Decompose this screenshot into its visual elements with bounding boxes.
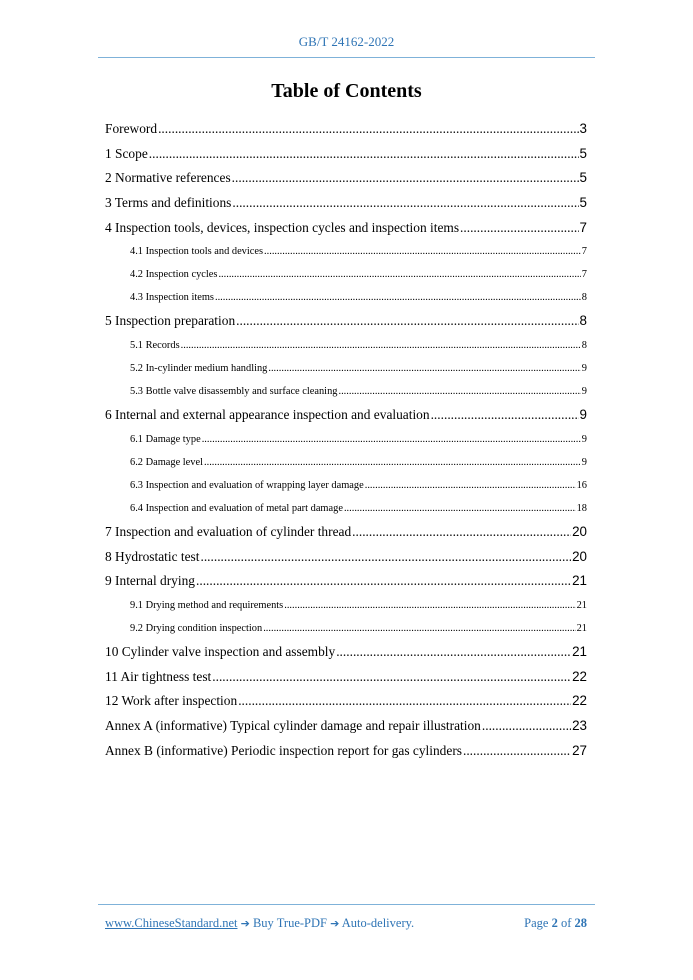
toc-entry-label: 7 Inspection and evaluation of cylinder thread bbox=[105, 523, 352, 539]
toc-subentry[interactable] bbox=[105, 451, 587, 474]
footer-promo bbox=[105, 916, 414, 931]
toc-entry-label: 9 Internal drying bbox=[105, 573, 195, 589]
dot-leader bbox=[344, 497, 576, 520]
toc-entry-page: 9 bbox=[581, 456, 587, 468]
toc-entry-page: 21 bbox=[576, 622, 587, 634]
toc-entry-label: 4.2 Inspection cycles bbox=[130, 269, 218, 281]
dot-leader bbox=[232, 191, 578, 216]
dot-leader bbox=[284, 594, 575, 617]
page-title: Table of Contents bbox=[271, 80, 422, 102]
toc-entry[interactable] bbox=[105, 739, 587, 764]
toc-entry-label: 6.4 Inspection and evaluation of metal part damage bbox=[130, 502, 343, 514]
dot-leader bbox=[431, 403, 579, 428]
toc-entry-label: Foreword bbox=[105, 121, 158, 136]
toc-entry-page: 21 bbox=[576, 599, 587, 611]
toc-subentry[interactable] bbox=[105, 380, 587, 403]
toc-entry-label: 5.1 Records bbox=[130, 340, 180, 352]
toc-entry-label: 9.2 Drying condition inspection bbox=[130, 622, 263, 634]
toc-entry-page: 7 bbox=[579, 219, 587, 235]
toc-subentry[interactable] bbox=[105, 497, 587, 520]
toc-entry-label: 4.3 Inspection items bbox=[130, 292, 214, 304]
toc-entry[interactable] bbox=[105, 309, 587, 334]
toc-entry-label: 4.1 Inspection tools and devices bbox=[130, 246, 264, 258]
toc-entry[interactable] bbox=[105, 117, 587, 142]
toc-entry[interactable] bbox=[105, 166, 587, 191]
toc-entry-label: 11 Air tightness test bbox=[105, 668, 212, 684]
of-word: of bbox=[560, 916, 572, 930]
toc-subentry[interactable] bbox=[105, 240, 587, 263]
toc-entry[interactable] bbox=[105, 191, 587, 216]
dot-leader bbox=[200, 545, 571, 570]
arrow-right-icon: ➔ bbox=[240, 917, 250, 930]
dot-leader bbox=[460, 216, 579, 241]
buy-pdf-text: Buy True-PDF bbox=[252, 916, 327, 930]
document-code: GB/T 24162-2022 bbox=[298, 34, 395, 49]
toc-entry[interactable] bbox=[105, 545, 587, 570]
toc-entry-page: 20 bbox=[572, 523, 587, 539]
auto-delivery-text: Auto-delivery. bbox=[341, 916, 415, 930]
toc-entry-label: 8 Hydrostatic test bbox=[105, 548, 200, 564]
toc-entry-label: 10 Cylinder valve inspection and assembly bbox=[105, 643, 336, 659]
toc-entry-label: 1 Scope bbox=[105, 145, 148, 161]
dot-leader bbox=[215, 286, 581, 309]
toc-entry-label: 2 Normative references bbox=[105, 170, 231, 186]
toc-subentry[interactable] bbox=[105, 334, 587, 357]
toc-entry-label: 6.3 Inspection and evaluation of wrapping layer damage bbox=[130, 479, 364, 491]
dot-leader bbox=[218, 263, 580, 286]
toc-entry-page: 21 bbox=[572, 643, 587, 659]
page-word: Page bbox=[524, 916, 549, 930]
toc-entry-page: 8 bbox=[579, 313, 587, 329]
dot-leader bbox=[158, 117, 578, 142]
toc-entry-page: 9 bbox=[581, 386, 587, 398]
toc-entry-label: 6 Internal and external appearance inspection and evaluation bbox=[105, 407, 430, 423]
toc-entry-page: 9 bbox=[581, 363, 587, 375]
toc-entry-page: 18 bbox=[576, 502, 587, 514]
toc-entry-page: 27 bbox=[572, 742, 587, 758]
toc-entry[interactable] bbox=[105, 403, 587, 428]
toc-entry-label: 12 Work after inspection bbox=[105, 693, 238, 709]
page-total: 28 bbox=[574, 916, 587, 930]
toc-entry[interactable] bbox=[105, 520, 587, 545]
dot-leader bbox=[338, 380, 580, 403]
toc-subentry[interactable] bbox=[105, 428, 587, 451]
dot-leader bbox=[232, 166, 579, 191]
page-indicator bbox=[524, 916, 587, 931]
toc-entry-label: 4 Inspection tools, devices, inspection cycles and inspection items bbox=[105, 219, 460, 235]
dot-leader bbox=[463, 739, 571, 764]
toc-entry-page: 9 bbox=[581, 433, 587, 445]
dot-leader bbox=[204, 451, 581, 474]
dot-leader bbox=[236, 309, 578, 334]
dot-leader bbox=[268, 357, 580, 380]
toc-entry-page: 20 bbox=[572, 548, 587, 564]
toc-entry-label: 5.3 Bottle valve disassembly and surface cleaning bbox=[130, 386, 338, 398]
dot-leader bbox=[365, 474, 576, 497]
toc-entry-page: 9 bbox=[579, 407, 587, 423]
footer-divider bbox=[98, 904, 595, 905]
toc-subentry[interactable] bbox=[105, 617, 587, 640]
site-link[interactable]: www.ChineseStandard.net bbox=[105, 916, 238, 930]
toc-subentry[interactable] bbox=[105, 286, 587, 309]
toc-entry[interactable] bbox=[105, 569, 587, 594]
toc-entry-page: 21 bbox=[572, 573, 587, 589]
toc-entry-page: 23 bbox=[572, 717, 587, 733]
toc-entry-page: 16 bbox=[576, 479, 587, 491]
toc-entry-page: 5 bbox=[579, 195, 587, 211]
toc-subentry[interactable] bbox=[105, 474, 587, 497]
dot-leader bbox=[238, 689, 571, 714]
dot-leader bbox=[212, 665, 571, 690]
dot-leader bbox=[263, 617, 575, 640]
toc-entry-page: 7 bbox=[581, 269, 587, 281]
toc-entry-page: 3 bbox=[579, 121, 587, 136]
toc-subentry[interactable] bbox=[105, 594, 587, 617]
toc-entry[interactable] bbox=[105, 689, 587, 714]
header-divider bbox=[98, 57, 595, 58]
toc-entry-label: 6.2 Damage level bbox=[130, 456, 203, 468]
toc-subentry[interactable] bbox=[105, 357, 587, 380]
toc-entry[interactable] bbox=[105, 640, 587, 665]
page-footer bbox=[105, 916, 587, 931]
toc-entry-label: 3 Terms and definitions bbox=[105, 195, 232, 211]
toc-entry-label: 6.1 Damage type bbox=[130, 433, 201, 445]
toc-subentry[interactable] bbox=[105, 263, 587, 286]
toc-entry-page: 5 bbox=[579, 170, 587, 186]
toc-entry-label: Annex B (informative) Periodic inspection report for gas cylinders bbox=[105, 742, 462, 758]
toc-entry[interactable] bbox=[105, 216, 587, 241]
toc-entry-page: 7 bbox=[581, 246, 587, 258]
toc-entry-page: 22 bbox=[572, 693, 587, 709]
toc-entry-page: 22 bbox=[572, 668, 587, 684]
toc-entry-page: 5 bbox=[579, 145, 587, 161]
toc-entry-label: 9.1 Drying method and requirements bbox=[130, 599, 284, 611]
dot-leader bbox=[352, 520, 571, 545]
toc-entry-label: 5 Inspection preparation bbox=[105, 313, 236, 329]
dot-leader bbox=[336, 640, 571, 665]
toc-entry-page: 8 bbox=[581, 340, 587, 352]
toc-entry[interactable] bbox=[105, 142, 587, 167]
arrow-right-icon: ➔ bbox=[330, 917, 340, 930]
page-current: 2 bbox=[551, 916, 558, 930]
toc-entry-label: Annex A (informative) Typical cylinder damage and repair illustration bbox=[105, 717, 481, 733]
dot-leader bbox=[202, 428, 581, 451]
dot-leader bbox=[264, 240, 581, 263]
toc-entry-page: 8 bbox=[581, 292, 587, 304]
dot-leader bbox=[482, 714, 571, 739]
toc-entry-label: 5.2 In-cylinder medium handling bbox=[130, 363, 268, 375]
table-of-contents bbox=[105, 117, 587, 763]
dot-leader bbox=[181, 334, 581, 357]
toc-entry[interactable] bbox=[105, 665, 587, 690]
toc-entry[interactable] bbox=[105, 714, 587, 739]
dot-leader bbox=[196, 569, 571, 594]
dot-leader bbox=[149, 142, 579, 167]
